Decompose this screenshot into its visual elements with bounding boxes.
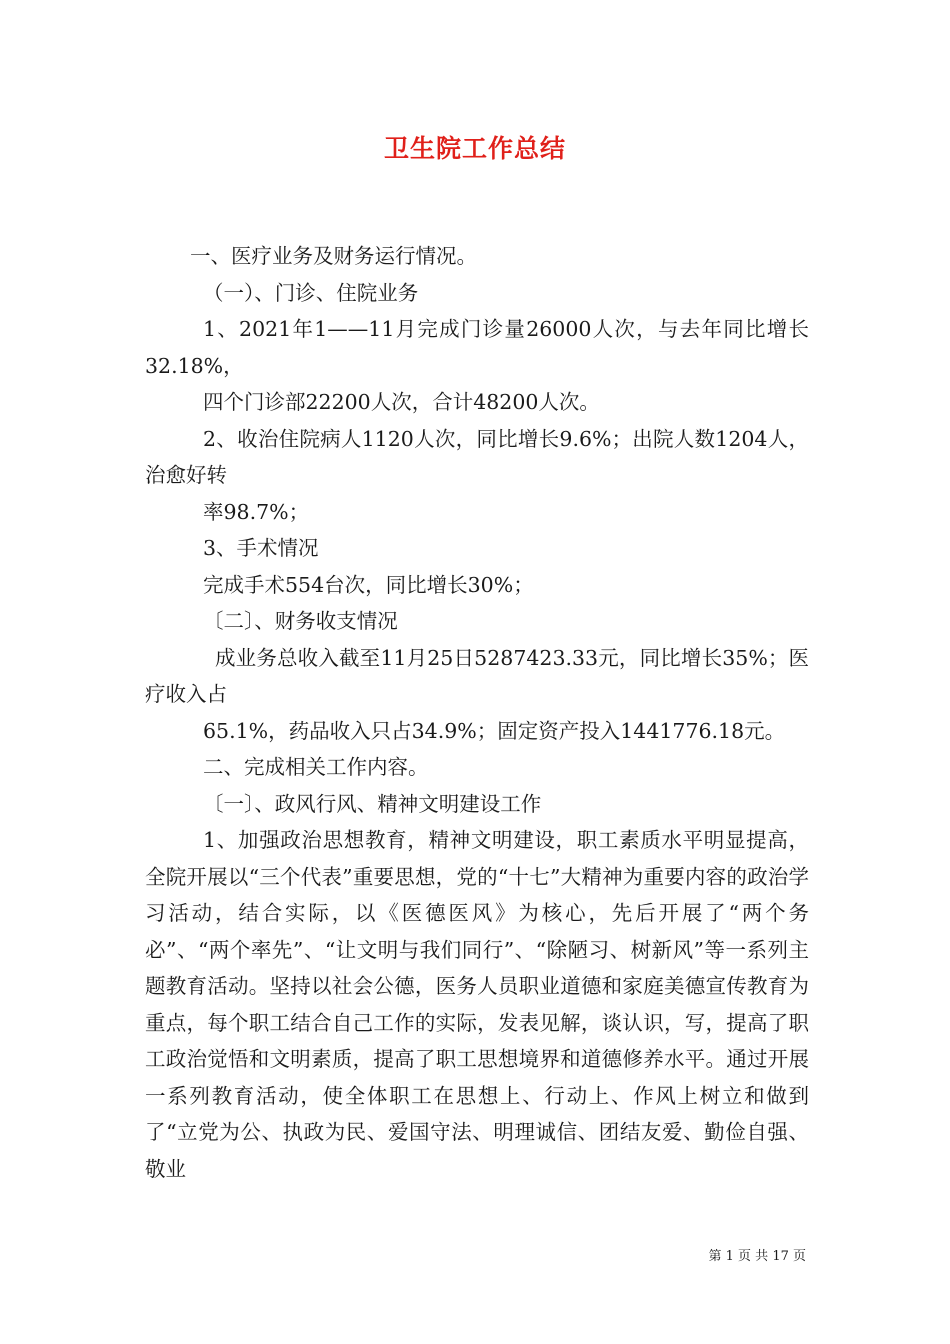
document-body xyxy=(145,238,809,1187)
subsection-heading-1-1: （一）、门诊、住院业务 xyxy=(203,280,419,305)
paragraph-revenue: 成业务总收入截至11月25日5287423.33元，同比增长35%；医疗收入占 xyxy=(145,645,809,706)
subsection-heading-2-1: 〔一〕、政风行风、精神文明建设工作 xyxy=(203,791,542,816)
section-heading-2: 二、完成相关工作内容。 xyxy=(203,755,429,779)
paragraph-political-education: 1、加强政治思想教育，精神文明建设，职工素质水平明显提高，全院开展以“三个代表”重要思想，党的“十七”大精神为重要内容的政治学习活动，结合实际，以《医德医风》为核心，先后开展了“两个务必”、“两个率先”、“让文明与我们同行”、“除陋习、树新风”等一系列主题教育活动。坚持以社会公德，医务人员职业道德和家庭美德宣传教育为重点，每个职工结合自己工作的实际，发表见解，谈认识，写，提高了职工政治觉悟和文明素质，提高了职工思想境界和道德修养水平。通过开展一系列教育活动，使全体职工在思想上、行动上、作风上树立和做到了“立党为公、执政为民、爱国守法、明理诚信、团结友爱、勤俭自强、敬业 xyxy=(145,828,809,1181)
paragraph-revenue-share: 65.1%，药品收入只占34.9%；固定资产投入1441776.18元。 xyxy=(203,718,786,743)
paragraph-inpatient: 2、收治住院病人1120人次，同比增长9.6%；出院人数1204人，治愈好转 xyxy=(145,426,809,487)
section-heading-1: 一、医疗业务及财务运行情况。 xyxy=(190,244,477,268)
subsection-heading-1-2: 〔二〕、财务收支情况 xyxy=(203,609,398,633)
paragraph-cure-rate: 率98.7%； xyxy=(203,499,310,524)
paragraph-outpatient-departments: 四个门诊部22200人次，合计48200人次。 xyxy=(203,390,600,414)
document-title: 卫生院工作总结 xyxy=(383,134,566,163)
paragraph-outpatient: 1、2021年1——11月完成门诊量26000人次，与去年同比增长32.18%， xyxy=(145,317,809,378)
paragraph-surgery: 完成手术554台次，同比增长30%； xyxy=(203,572,534,597)
paragraph-surgery-heading: 3、手术情况 xyxy=(203,536,319,560)
page-number: 第 1 页 共 17 页 xyxy=(708,1249,806,1264)
